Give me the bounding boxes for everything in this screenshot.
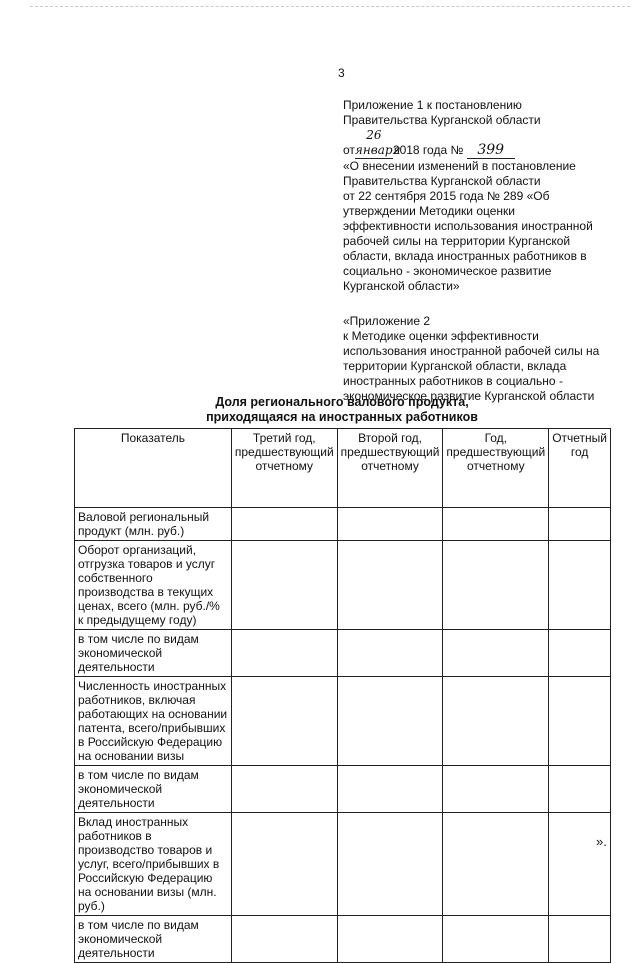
table-cell (443, 916, 549, 963)
table-cell (337, 508, 443, 541)
table-cell (549, 813, 611, 916)
scan-top-edge (30, 6, 630, 7)
row-label: Вклад иностранных работников в производство товаров и услуг, всего/прибывших в Российскую Федерацию на основании визы (млн. руб.) (75, 813, 232, 916)
appendix2-line: «Приложение 2 (343, 314, 431, 328)
header-third-year: Третий год, предшествующий отчетному (231, 429, 337, 508)
amendment-line: рабочей силы на территории Курганской (343, 234, 571, 248)
amendment-line: социально - экономическое развитие (343, 264, 552, 278)
appendix-block (343, 98, 608, 404)
table-cell (549, 508, 611, 541)
table-cell (549, 541, 611, 630)
table-cell (231, 813, 337, 916)
page-number: 3 (338, 66, 345, 80)
appendix2-line: экономическое развитие Курганской области (343, 389, 595, 403)
amendment-line: утверждении Методики оценки (343, 204, 515, 218)
date-suffix: 2018 года № (392, 143, 464, 157)
row-label: в том числе по видам экономической деятельности (75, 766, 232, 813)
appendix-line: Приложение 1 к постановлению (343, 98, 522, 112)
appendix2-line: использования иностранной рабочей силы на (343, 344, 600, 358)
appendix-date-line (343, 128, 608, 159)
table-cell (337, 916, 443, 963)
appendix-line: Правительства Курганской области (343, 113, 541, 127)
table-header-row (75, 429, 611, 508)
amendment-line: эффективности использования иностранной (343, 219, 593, 233)
closing-quote: ». (596, 834, 607, 849)
table-row (75, 766, 611, 813)
amendment-line: Правительства Курганской области (343, 174, 541, 188)
table-cell (337, 766, 443, 813)
table-cell (549, 766, 611, 813)
appendix2-line: к Методике оценки эффективности (343, 329, 539, 343)
table-cell (549, 916, 611, 963)
indicator-table (74, 428, 611, 963)
title-line: Доля регионального валового продукта, (215, 395, 469, 409)
table-row (75, 677, 611, 766)
table-cell (443, 766, 549, 813)
amendment-line: области, вклада иностранных работников в (343, 249, 587, 263)
date-prefix: от (343, 143, 355, 157)
amendment-line: «О внесении изменений в постановление (343, 159, 576, 173)
table-cell (231, 766, 337, 813)
row-label: Оборот организаций, отгрузка товаров и услуг собственного производства в текущих ценах, всего (млн. руб./% к предыдущему году) (75, 541, 232, 630)
table-cell (443, 677, 549, 766)
table-cell (337, 630, 443, 677)
table-cell (443, 813, 549, 916)
table-cell (443, 630, 549, 677)
header-second-year: Второй год, предшествующий отчетному (337, 429, 443, 508)
table-cell (337, 541, 443, 630)
amendment-line: Курганской области» (343, 279, 460, 293)
row-label: в том числе по видам экономической деятельности (75, 916, 232, 963)
header-indicator: Показатель (75, 429, 232, 508)
table-row (75, 916, 611, 963)
table-cell (231, 630, 337, 677)
table-row (75, 813, 611, 916)
table-cell (231, 916, 337, 963)
header-prev-year: Год, предшествующий отчетному (443, 429, 549, 508)
appendix2-line: территории Курганской области, вклада (343, 359, 567, 373)
table-cell (443, 508, 549, 541)
header-report-year: Отчетный год (549, 429, 611, 508)
table-cell (231, 508, 337, 541)
table-row (75, 630, 611, 677)
amendment-line: от 22 сентября 2015 года № 289 «Об (343, 189, 550, 203)
handwritten-date: 26 января (354, 128, 401, 157)
row-label: Валовой региональный продукт (млн. руб.) (75, 508, 232, 541)
title-line: приходящаяся на иностранных работников (206, 410, 478, 424)
row-label: Численность иностранных работников, включая работающих на основании патента, всего/прибывших в Российскую Федерацию на основании визы (75, 677, 232, 766)
table-row (75, 541, 611, 630)
appendix2-line: иностранных работников в социально - (343, 374, 563, 388)
table-cell (337, 813, 443, 916)
table-cell (549, 630, 611, 677)
table-cell (337, 677, 443, 766)
table-cell (443, 541, 549, 630)
table-row (75, 508, 611, 541)
table-cell (231, 541, 337, 630)
row-label: в том числе по видам экономической деятельности (75, 630, 232, 677)
table-cell (549, 677, 611, 766)
handwritten-number: 399 (467, 143, 515, 159)
table-title (74, 395, 610, 425)
table-cell (231, 677, 337, 766)
